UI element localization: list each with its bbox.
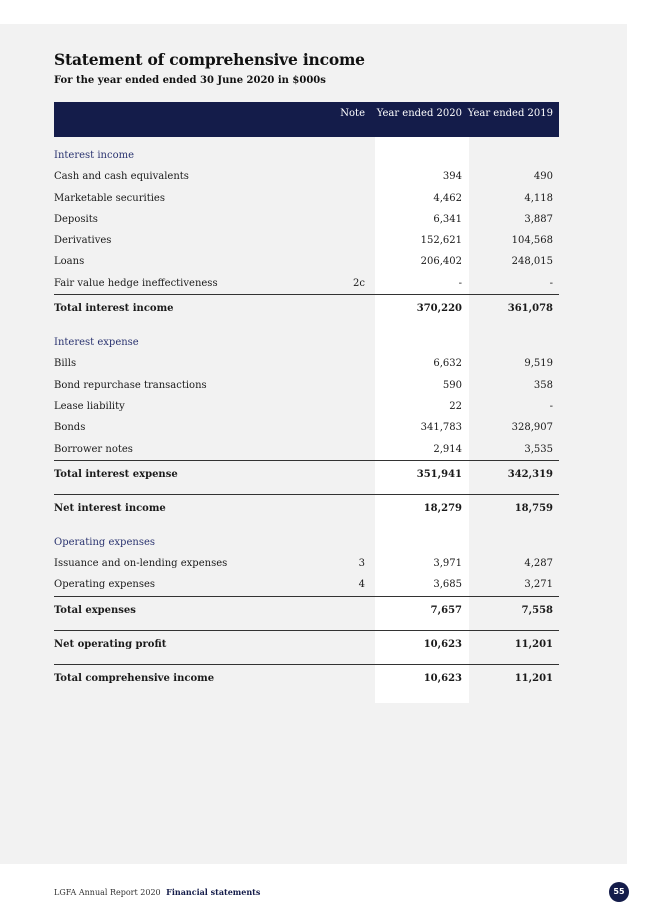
header-note: Note (340, 108, 365, 119)
row-label: Net operating profit (54, 638, 167, 650)
row-value-2019: 3,887 (524, 213, 553, 225)
row-value-2020: 10,623 (423, 672, 462, 684)
row-value-2019: 4,118 (524, 192, 553, 204)
page-footer (54, 887, 260, 897)
row-value-2019: 3,535 (524, 443, 553, 455)
row-value-2019: 7,558 (521, 604, 553, 616)
table-row (54, 166, 559, 187)
total-comprehensive-income-row (54, 664, 559, 691)
row-value-2020: 351,941 (416, 468, 462, 480)
row-label: Total comprehensive income (54, 672, 215, 684)
footer-report-name: LGFA Annual Report 2020 (54, 888, 161, 897)
table-row (54, 188, 559, 209)
row-value-2019: 4,287 (524, 558, 553, 570)
page-title: Statement of comprehensive income (54, 50, 365, 69)
table-body (54, 137, 559, 691)
row-value-2019: 248,015 (511, 256, 553, 268)
row-value-2020: 22 (449, 400, 462, 412)
row-label: Loans (54, 256, 85, 268)
row-label: Operating expenses (54, 579, 155, 591)
row-label: Net interest income (54, 502, 166, 514)
row-value-2019: 490 (533, 171, 553, 183)
row-label: Marketable securities (54, 192, 165, 204)
total-interest-income-row (54, 294, 559, 321)
row-value-2019: 3,271 (524, 579, 553, 591)
total-interest-expense-row (54, 460, 559, 487)
net-operating-profit-row (54, 630, 559, 657)
row-label: Cash and cash equivalents (54, 171, 189, 183)
row-note: 4 (358, 579, 365, 591)
row-value-2020: 2,914 (433, 443, 462, 455)
net-interest-income-row (54, 494, 559, 521)
row-value-2019: 361,078 (507, 303, 553, 315)
section-heading-operating-expenses (54, 532, 559, 553)
table-row (54, 439, 559, 460)
row-label: Borrower notes (54, 443, 133, 455)
row-value-2020: 3,971 (433, 558, 462, 570)
row-label: Total interest income (54, 303, 174, 315)
income-statement-table (54, 102, 559, 691)
row-value-2020: 3,685 (433, 579, 462, 591)
section-heading-label: Operating expenses (54, 536, 155, 548)
table-row (54, 375, 559, 396)
row-value-2019: 358 (533, 379, 553, 391)
row-value-2019: 9,519 (524, 358, 553, 370)
row-label: Fair value hedge ineffectiveness (54, 277, 218, 289)
row-label: Bonds (54, 422, 86, 434)
table-row (54, 353, 559, 374)
section-heading-label: Interest expense (54, 337, 139, 349)
row-value-2019: 18,759 (514, 502, 553, 514)
row-value-2020: 370,220 (416, 303, 462, 315)
row-label: Deposits (54, 213, 98, 225)
header-year-2019: Year ended 2019 (467, 108, 553, 119)
row-value-2019: 328,907 (511, 422, 553, 434)
row-value-2020: 590 (442, 379, 462, 391)
section-heading-interest-expense (54, 332, 559, 353)
row-label: Bills (54, 358, 77, 370)
row-value-2020: 4,462 (433, 192, 462, 204)
row-note: 2c (353, 277, 365, 289)
table-row (54, 273, 559, 294)
row-value-2019: 11,201 (514, 638, 553, 650)
row-value-2020: 206,402 (420, 256, 462, 268)
row-value-2020: 152,621 (420, 235, 462, 247)
row-value-2020: 394 (442, 171, 462, 183)
table-row (54, 230, 559, 251)
row-label: Bond repurchase transactions (54, 379, 207, 391)
section-heading-label: Interest income (54, 150, 135, 161)
table-row (54, 417, 559, 438)
page-number-badge: 55 (609, 882, 629, 902)
table-header (54, 102, 559, 137)
row-label: Derivatives (54, 235, 112, 247)
table-row (54, 574, 559, 595)
row-label: Total expenses (54, 604, 136, 616)
row-label: Total interest expense (54, 468, 178, 480)
row-value-2020: 18,279 (423, 502, 462, 514)
row-value-2020: 10,623 (423, 638, 462, 650)
row-value-2020: 341,783 (420, 422, 462, 434)
row-label: Lease liability (54, 400, 125, 412)
table-row (54, 553, 559, 574)
table-row (54, 209, 559, 230)
footer-section-name: Financial statements (166, 887, 261, 897)
page-subtitle: For the year ended ended 30 June 2020 in $000s (54, 75, 326, 86)
row-value-2019: - (549, 400, 553, 412)
row-value-2020: 7,657 (430, 604, 462, 616)
section-heading-interest-income (54, 145, 559, 166)
row-note: 3 (358, 558, 365, 570)
row-value-2019: 11,201 (514, 672, 553, 684)
table-row (54, 251, 559, 272)
header-year-2020: Year ended 2020 (376, 108, 462, 119)
row-value-2019: - (549, 277, 553, 289)
row-value-2020: 6,632 (433, 358, 462, 370)
row-value-2019: 104,568 (511, 235, 553, 247)
row-label: Issuance and on-lending expenses (54, 558, 228, 570)
total-expenses-row (54, 596, 559, 623)
row-value-2019: 342,319 (507, 468, 553, 480)
row-value-2020: - (458, 277, 462, 289)
table-row (54, 396, 559, 417)
row-value-2020: 6,341 (433, 213, 462, 225)
